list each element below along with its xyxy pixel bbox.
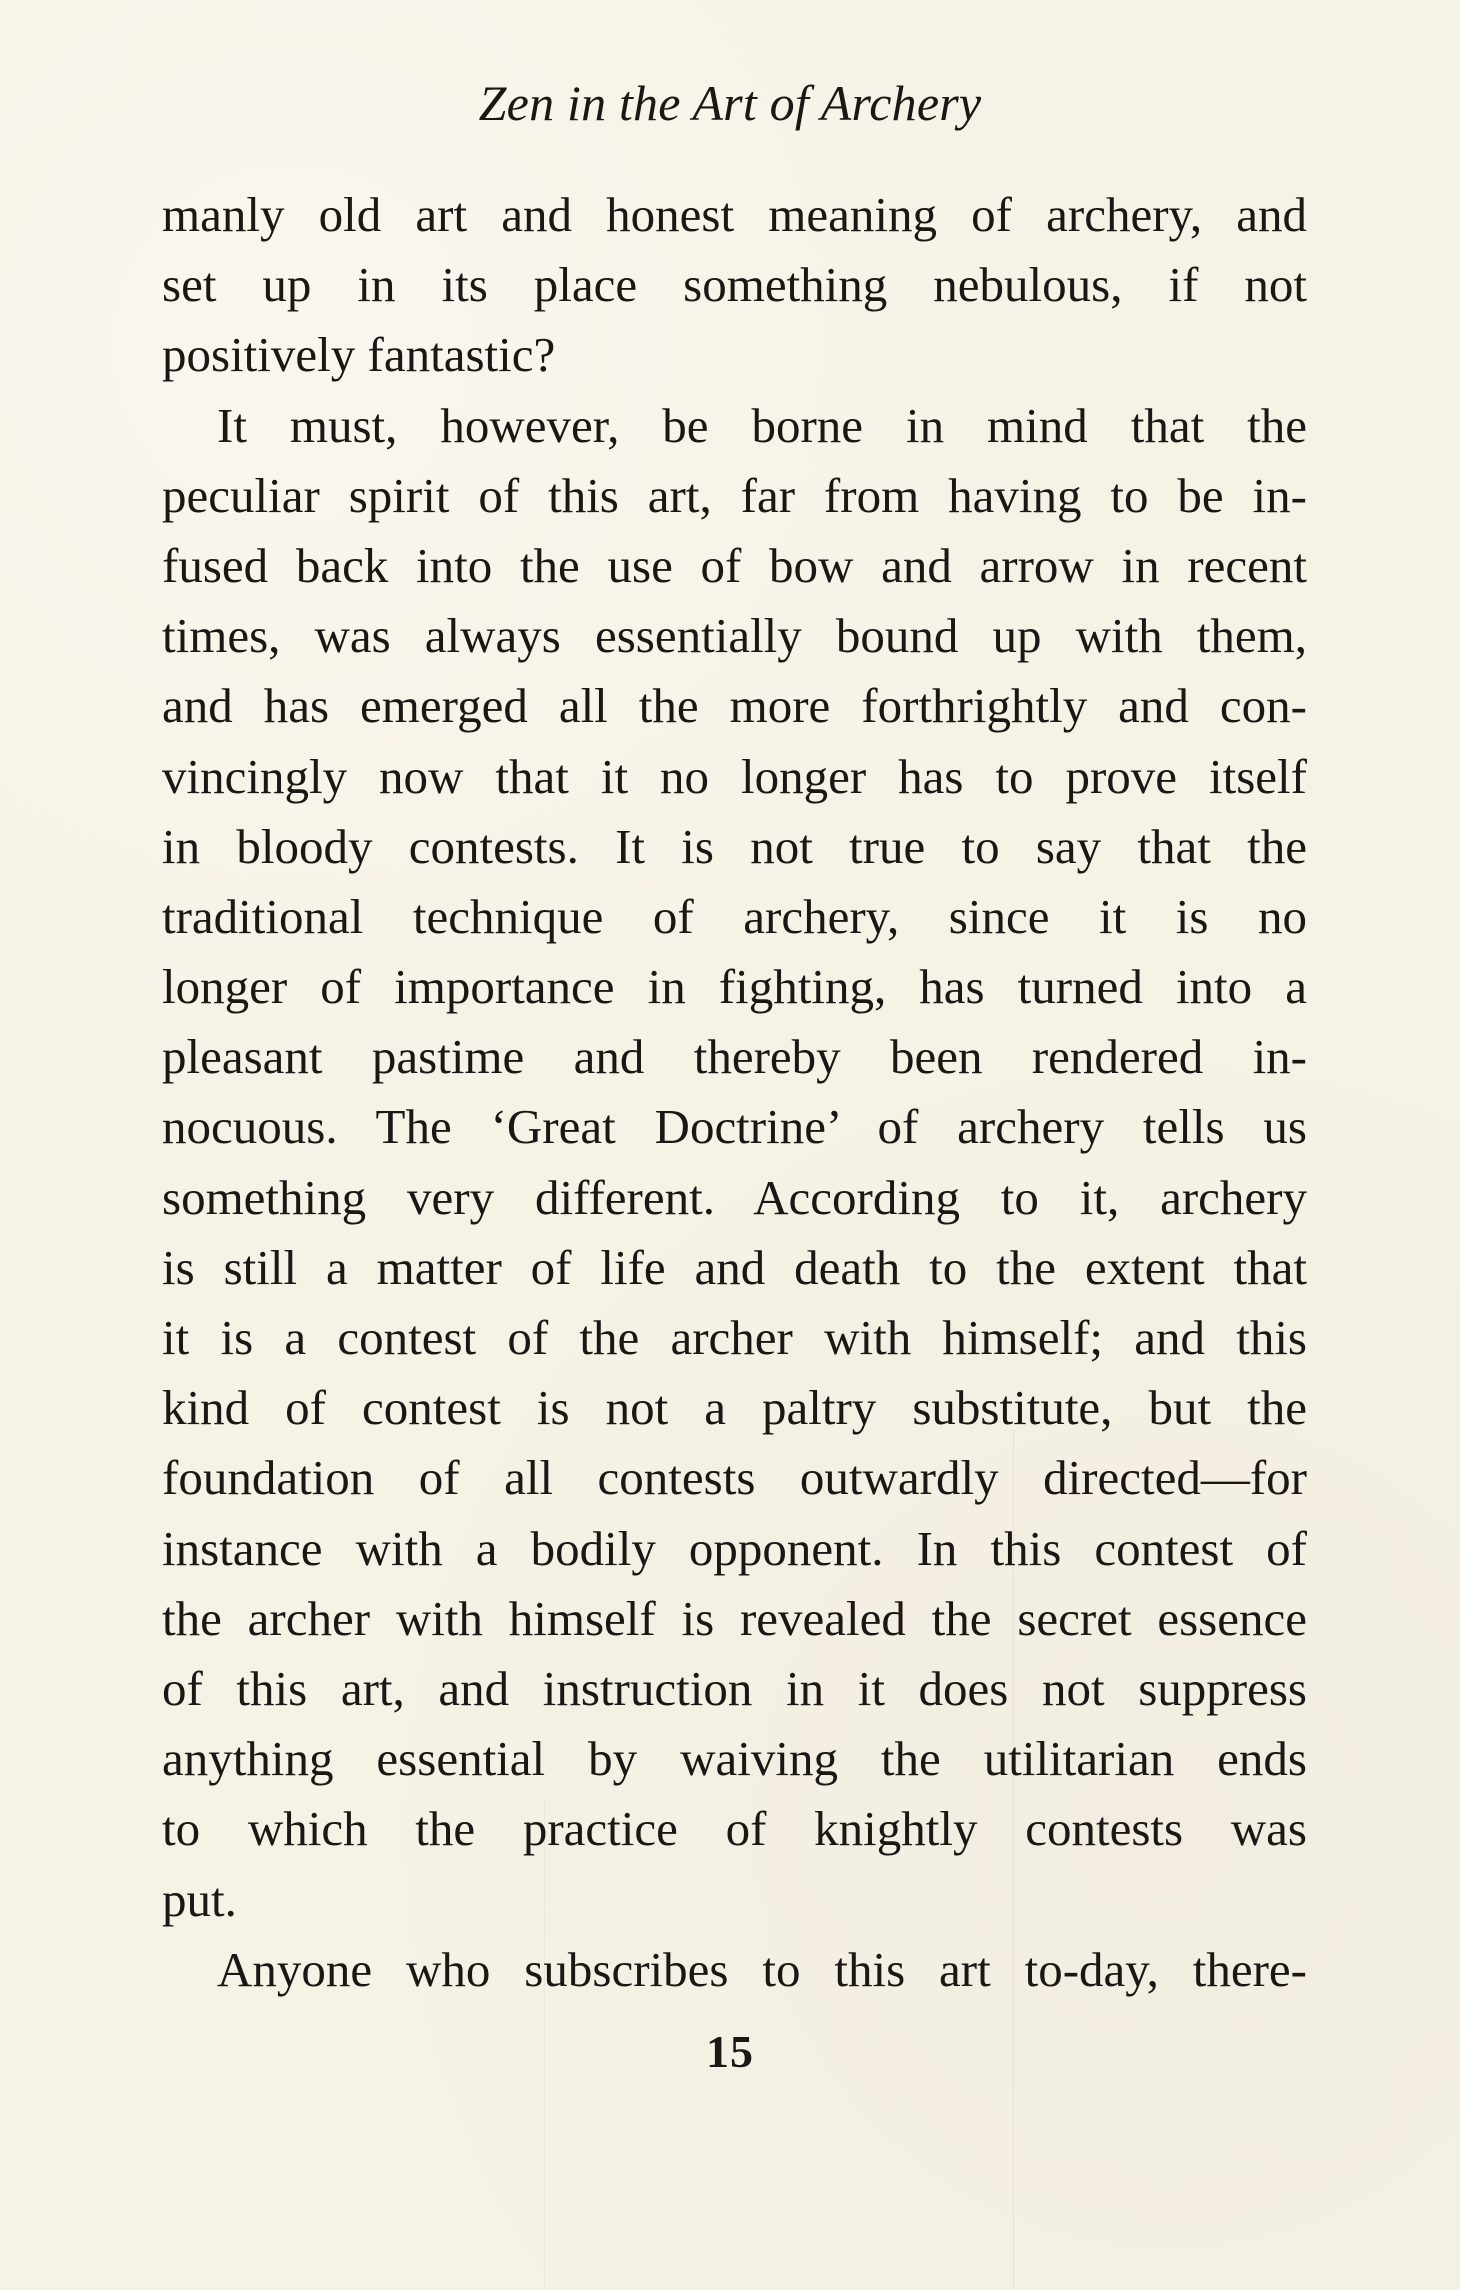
text-line-4: It must, however, be borne in mind that the xyxy=(217,397,1307,453)
text-line-16: is still a matter of life and death to the extent that xyxy=(162,1239,1307,1295)
text-line-1: manly old art and honest meaning of archery, and xyxy=(162,187,1307,242)
text-line-6: fused back into the use of bow and arrow in recent xyxy=(162,537,1307,593)
text-line-13: pleasant pastime and thereby been rendered in- xyxy=(162,1029,1307,1085)
text-line-11: traditional technique of archery, since it is no xyxy=(162,888,1307,944)
page-number: 15 xyxy=(706,2026,754,2077)
text-line-24: to which the practice of knightly contests was xyxy=(162,1801,1307,1857)
text-line-23: anything essential by waiving the utilitarian ends xyxy=(162,1731,1307,1787)
text-line-20: instance with a bodily opponent. In this contest of xyxy=(162,1520,1307,1576)
text-line-8: and has emerged all the more forthrightly and con- xyxy=(162,678,1307,734)
text-line-14: nocuous. The ‘Great Doctrine’ of archery tells us xyxy=(162,1099,1307,1155)
text-line-17: it is a contest of the archer with himself; and this xyxy=(162,1310,1307,1365)
text-line-26: Anyone who subscribes to this art to-day, there- xyxy=(217,1941,1307,1997)
text-line-19: foundation of all contests outwardly directed—for xyxy=(162,1450,1307,1506)
page-body xyxy=(162,180,1307,2005)
text-line-3: positively fantastic? xyxy=(162,327,556,383)
text-line-25: put. xyxy=(162,1871,237,1927)
text-line-21: the archer with himself is revealed the secret essence xyxy=(162,1590,1307,1646)
text-line-5: peculiar spirit of this art, far from having to be in- xyxy=(162,467,1307,523)
text-line-12: longer of importance in fighting, has turned into a xyxy=(162,959,1307,1015)
text-line-9: vincingly now that it no longer has to prove itself xyxy=(162,748,1307,804)
text-line-2: set up in its place something nebulous, if not xyxy=(162,257,1307,313)
text-line-22: of this art, and instruction in it does not suppress xyxy=(162,1660,1307,1716)
text-line-7: times, was always essentially bound up with them, xyxy=(162,608,1307,664)
text-line-18: kind of contest is not a paltry substitute, but the xyxy=(162,1380,1307,1436)
running-title: Zen in the Art of Archery xyxy=(478,75,982,131)
text-line-10: in bloody contests. It is not true to say that the xyxy=(162,818,1307,874)
text-line-15: something very different. According to it, archery xyxy=(162,1169,1307,1225)
